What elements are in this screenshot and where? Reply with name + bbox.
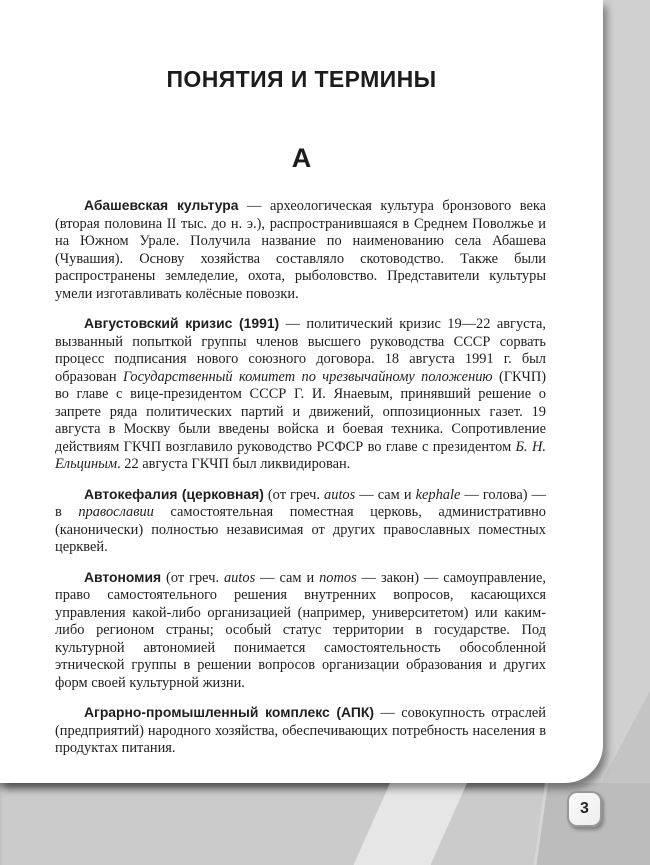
glossary-entry <box>55 569 546 693</box>
entry-term: Автономия <box>84 568 162 585</box>
entry-italic-text: autos <box>324 486 356 503</box>
entry-italic-text: autos <box>223 569 256 586</box>
entry-italic-text: nomos <box>319 569 357 586</box>
entry-text: — археологическая культура бронзового века (вторая половина II тыс. до н. э.), распространившаяся в Среднем Поволжье и на Южном Урале. Получила название по наименованию села Абашева (Чувашия). Основу хозяйства составляло скотоводство. Также были распространены земледелие, охота, рыболовство. Представители культуры умели изготавливать колёсные повозки. <box>55 198 547 302</box>
entry-term: Абашевская культура <box>84 197 239 213</box>
entry-term: Автокефалия (церковная) <box>84 485 264 502</box>
entry-italic-text: Б. Н. Ельциным <box>55 438 546 472</box>
glossary-entry <box>55 486 546 557</box>
entry-text: — совокупность отраслей (предприятий) народного хозяйства, обеспечивающих потребность населения в продуктах питания. <box>55 705 546 756</box>
entry-term: Аграрно-промышленный комплекс (АПК) <box>84 704 374 720</box>
entry-text: (от греч. <box>263 486 325 503</box>
footer-band <box>0 783 650 865</box>
glossary-entry <box>55 315 546 474</box>
entry-text: самостоятельная поместная церковь, административно (канонически) полностью независимая от других православных поместных церквей. <box>55 504 546 555</box>
glossary-entries <box>55 197 546 758</box>
entry-text: (от греч. <box>161 569 224 586</box>
entry-text: . 22 августа ГКЧП был ликвидирован. <box>117 456 351 472</box>
footer-light-diagonal <box>353 783 467 865</box>
entry-text: — сам и <box>355 486 416 503</box>
entry-text: — закон) — самоуправление, право самостоятельного решения внутренних вопросов, касающихся управления какой-либо организацией (например, университетом) или каким-либо регионом страны; особый статус территории в государстве. Под культурной автономией понимается самостоятельность обособленной этнической группы в решении вопросов организации образования и других форм своей культурной жизни. <box>55 569 546 691</box>
entry-italic-text: kephale <box>415 486 461 503</box>
entry-text: — сам и <box>255 569 320 586</box>
entry-text: — политический кризис 19—22 августа, вызванный попыткой группы членов высшего руководства СССР сорвать процесс подписания нового союзного договора. 18 августа 1991 г. был образован <box>55 316 546 385</box>
page-number: 3 <box>580 800 589 817</box>
entry-italic-text: православии <box>78 504 154 520</box>
entry-term: Августовский кризис (1991) <box>84 315 280 331</box>
page-title: ПОНЯТИЯ И ТЕРМИНЫ <box>166 66 437 92</box>
right-edge-stripe <box>601 0 650 783</box>
entry-text: (ГКЧП) во главе с вице-президентом СССР Г. И. Янаевым, принявший решение о запрете ряда политических партий и движений, оппозиционных газет. 19 августа в Москву были введены войска и боевая техника. Сопротивление действиям ГКЧП возглавило руководство РСФСР во главе с президентом <box>55 368 547 455</box>
glossary-entry <box>55 704 546 758</box>
entry-italic-text: Государственный комитет по чрезвычайному положению <box>122 368 493 385</box>
right-edge-corner-shade <box>601 691 650 783</box>
glossary-entry <box>55 197 546 303</box>
entry-text: — голова) — в <box>55 486 546 520</box>
section-letter: А <box>291 143 312 173</box>
page-number-badge <box>567 791 602 827</box>
